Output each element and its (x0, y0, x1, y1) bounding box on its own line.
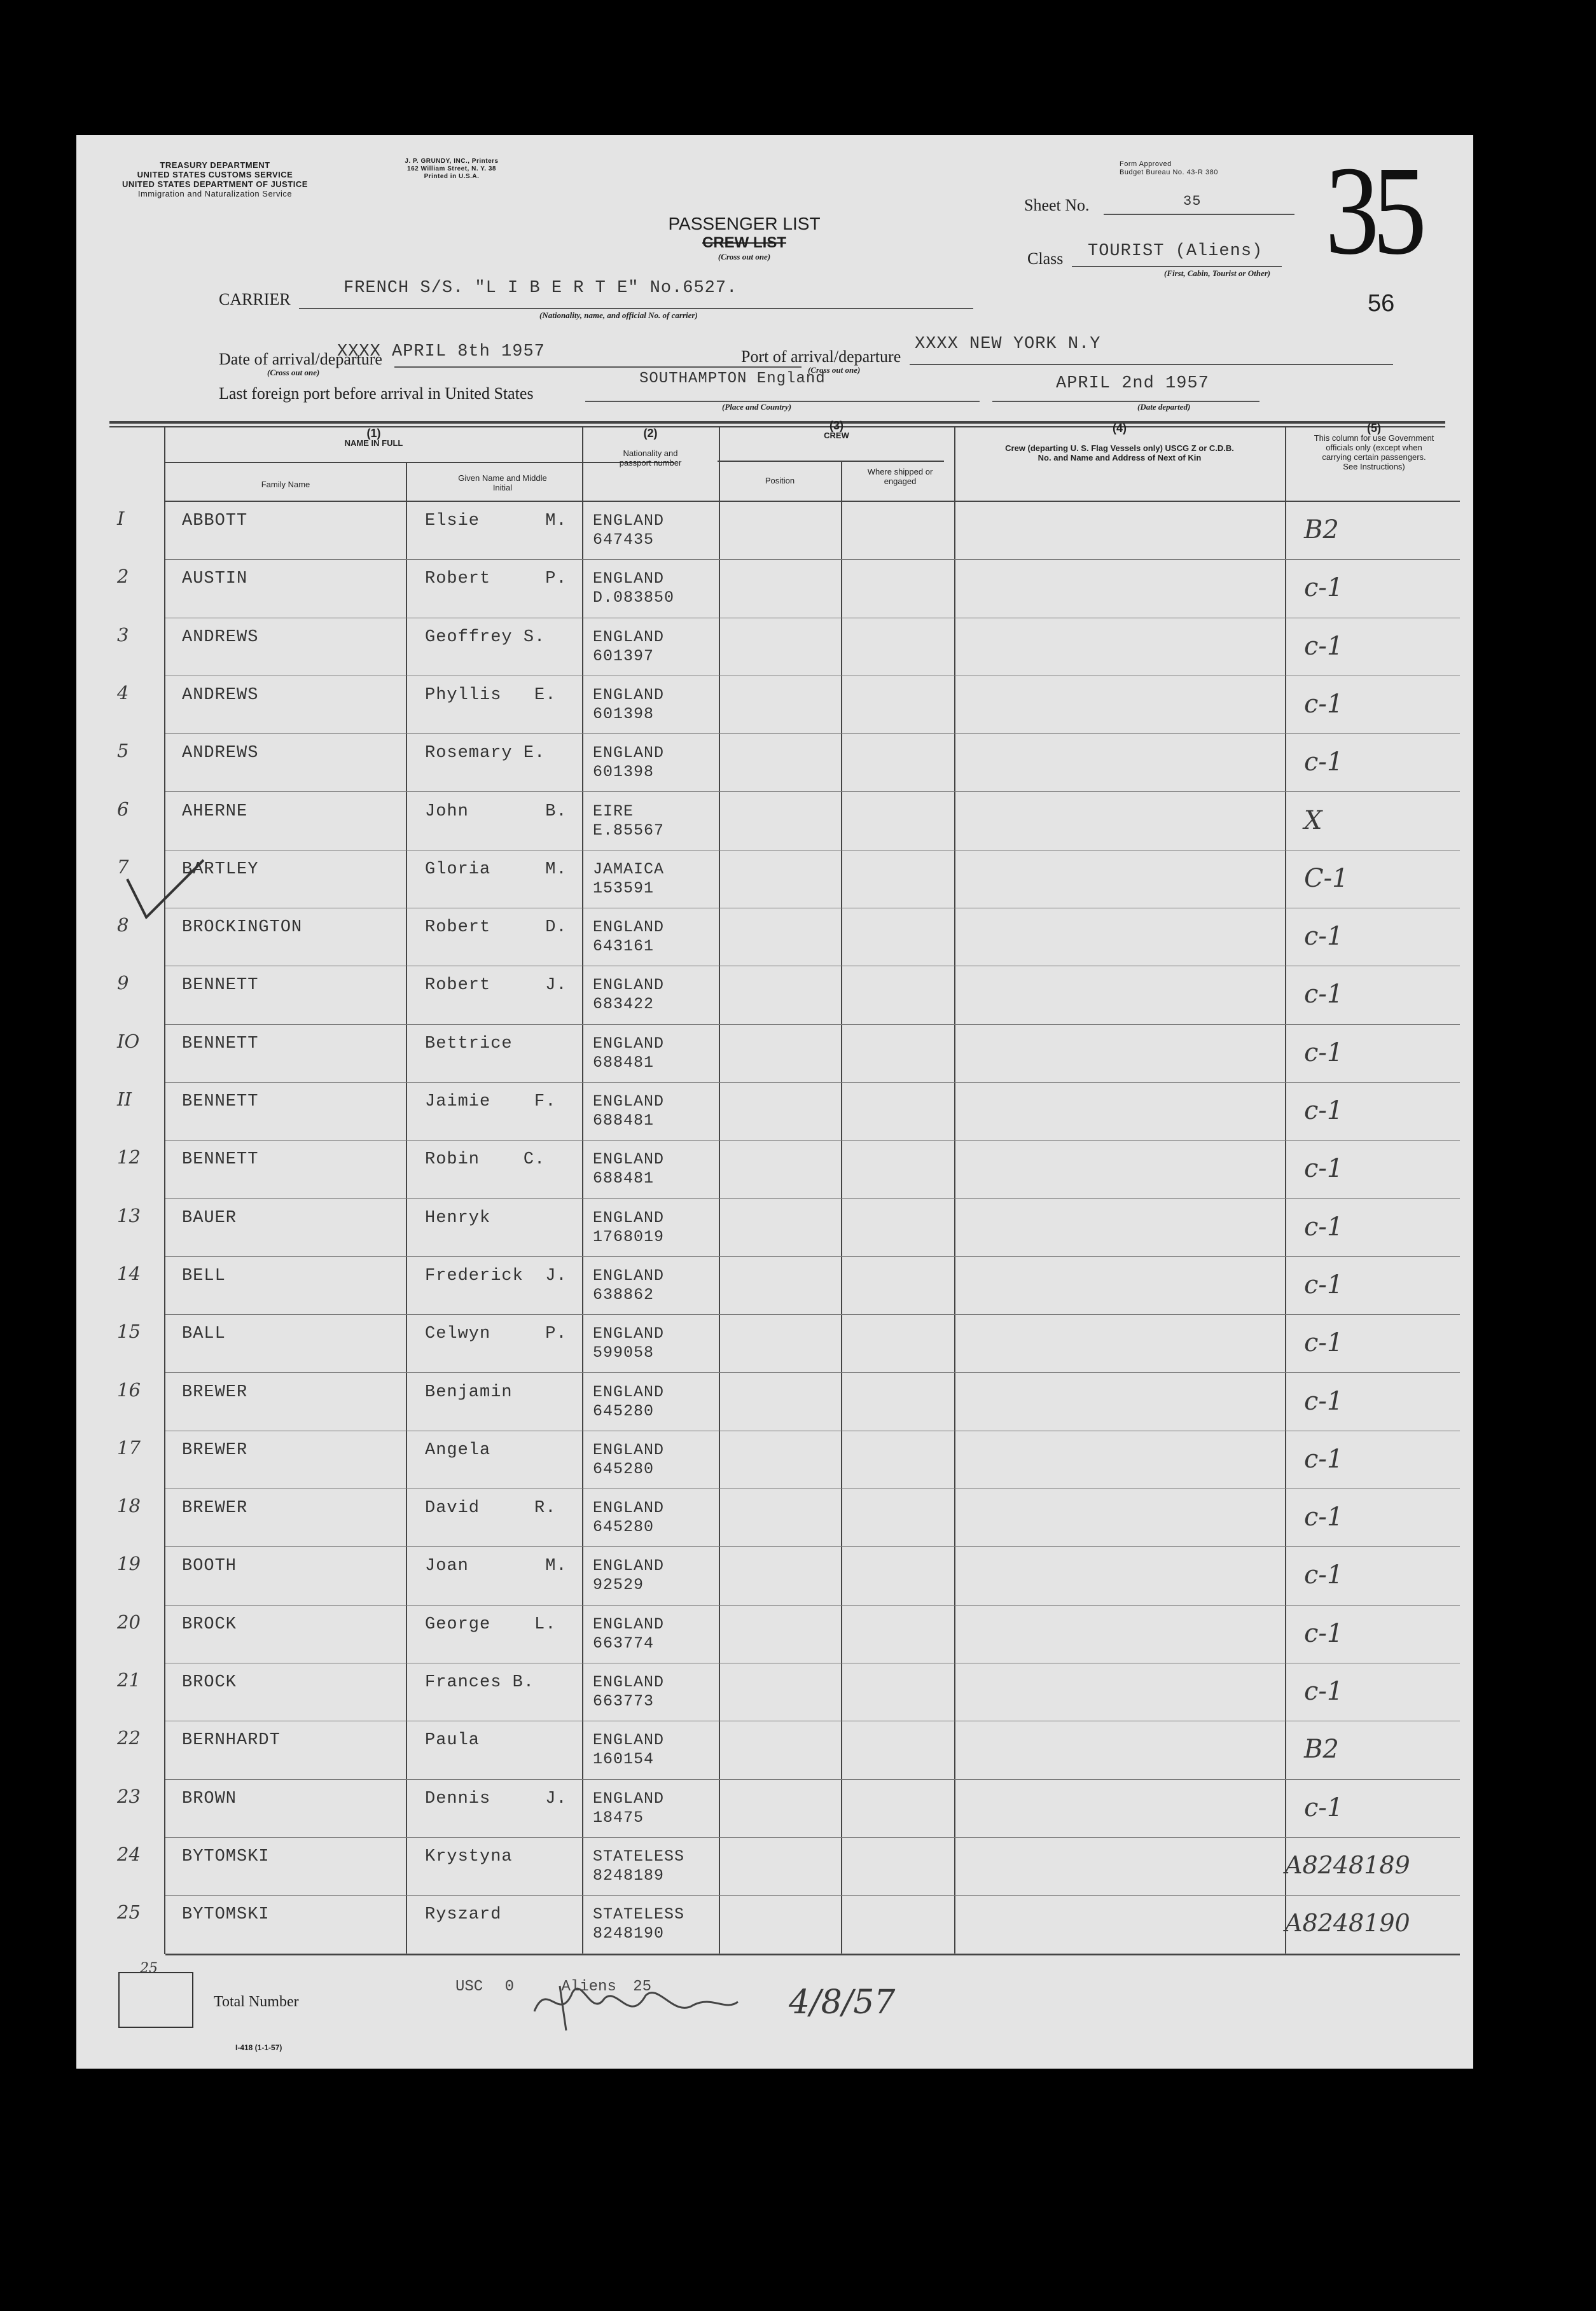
table-row (76, 1722, 1473, 1780)
family-name: ANDREWS (182, 627, 259, 647)
nationality: ENGLAND (593, 918, 665, 937)
nationality-passport (593, 511, 664, 550)
given-header: Given Name and Middle Initial (458, 473, 547, 492)
nationality-passport (593, 1324, 664, 1363)
nationality: ENGLAND (593, 627, 665, 646)
table-row (76, 1141, 1473, 1200)
passport-number: 645280 (593, 1459, 655, 1478)
nationality-passport (593, 1731, 664, 1769)
row-number: 8 (117, 914, 129, 936)
table-row (76, 735, 1473, 793)
row-number: 2 (117, 566, 129, 588)
nationality: ENGLAND (593, 1614, 665, 1634)
given-name: Jaimie F. (425, 1092, 557, 1111)
passport-number: 601398 (593, 763, 655, 782)
row-number: 9 (117, 972, 129, 994)
row-rule (165, 733, 1460, 734)
official-annotation: c-1 (1304, 1502, 1343, 1532)
nationality: ENGLAND (593, 1789, 665, 1808)
row-number: 19 (117, 1553, 141, 1575)
nationality-passport (593, 1847, 684, 1885)
agency-line: UNITED STATES DEPARTMENT OF JUSTICE (122, 179, 308, 189)
passport-number: 647435 (593, 531, 655, 549)
official-annotation: c-1 (1304, 922, 1343, 952)
given-name: Krystyna (425, 1847, 513, 1866)
col5-title: This column for use Government officials only (except when carrying certain passengers. See Instructions) (1314, 433, 1434, 471)
row-rule (165, 1372, 1460, 1373)
official-annotation: C-1 (1304, 863, 1349, 893)
family-header: Family Name (261, 480, 310, 489)
row-number: 17 (117, 1436, 141, 1459)
aliens-label: Aliens (561, 1978, 616, 1995)
nationality-passport (593, 1499, 664, 1537)
row-number: 12 (117, 1146, 141, 1169)
col3-number: (3) (829, 419, 843, 432)
nationality-passport (593, 1209, 664, 1247)
nationality-passport (593, 628, 664, 666)
nationality-passport (593, 918, 664, 956)
aliens-value: 25 (633, 1978, 652, 1995)
sheet-label: Sheet No. (1024, 196, 1090, 214)
row-number: 23 (117, 1785, 141, 1807)
family-name: BARTLEY (182, 859, 259, 879)
passport-number: 645280 (593, 1518, 655, 1537)
nationality-passport (593, 1905, 684, 1943)
total-box (118, 1972, 193, 2028)
official-annotation: c-1 (1304, 1270, 1343, 1300)
signature-date: 4/8/57 (789, 1983, 896, 2022)
passport-number: 153591 (593, 878, 655, 898)
table-row (76, 1315, 1473, 1374)
title-passenger-list: PASSENGER LIST (668, 214, 821, 233)
col5-header (1288, 424, 1460, 471)
table-row (76, 1838, 1473, 1897)
nationality-passport (593, 976, 664, 1014)
class-label: Class (1027, 249, 1064, 268)
nationality: ENGLAND (593, 1557, 665, 1576)
passport-number: D.083850 (593, 588, 675, 607)
given-name: Paula (425, 1731, 480, 1751)
passport-number: 688481 (593, 1169, 655, 1188)
nationality-passport (593, 686, 664, 724)
given-name: Robert D. (425, 918, 567, 938)
passenger-list-sheet (76, 135, 1473, 2069)
nationality-passport (593, 1441, 664, 1479)
col4-title: Crew (departing U. S. Flag Vessels only) USCG Z or C.D.B. No. and Name and Address of Next of Kin (1005, 443, 1234, 462)
row-number: 22 (117, 1727, 141, 1749)
form-code: I-418 (1-1-57) (235, 2043, 282, 2052)
nationality-passport (593, 1150, 664, 1188)
col3-header (719, 421, 954, 440)
usc-label: USC (455, 1978, 483, 1995)
given-name: David R. (425, 1499, 557, 1518)
nationality-passport (593, 744, 664, 782)
row-number: IO (117, 1030, 140, 1052)
passport-number: 18475 (593, 1808, 644, 1827)
row-number: 5 (117, 740, 129, 762)
table-row (76, 1490, 1473, 1548)
passport-number: 8248189 (593, 1866, 665, 1885)
crew-subheader-rule (718, 461, 944, 462)
form-approved-line: Budget Bureau No. 43-R 380 (1120, 169, 1218, 176)
row-number: 24 (117, 1843, 141, 1865)
official-annotation: c-1 (1304, 747, 1343, 777)
title-crew-list: CREW LIST (702, 234, 786, 251)
given-name: Geoffrey S. (425, 627, 546, 647)
table-row (76, 1606, 1473, 1665)
last-port-value: SOUTHAMPTON England (639, 370, 826, 387)
col1-number: (1) (366, 427, 381, 440)
table-row (76, 1200, 1473, 1258)
nationality-passport (593, 1673, 664, 1711)
given-name: Joan M. (425, 1557, 567, 1576)
family-name: BENNETT (182, 976, 259, 996)
table-row (76, 793, 1473, 852)
printer-line: 162 William Street, N. Y. 38 (407, 165, 496, 172)
class-note: (First, Cabin, Tourist or Other) (1164, 268, 1271, 278)
family-name: BYTOMSKI (182, 1905, 270, 1925)
official-annotation: c-1 (1304, 1444, 1343, 1474)
date-label: Date of arrival/departure (219, 350, 382, 368)
usc-value: 0 (504, 1978, 515, 1995)
nationality: ENGLAND (593, 1208, 665, 1227)
date-value: XXXX APRIL 8th 1957 (337, 342, 545, 361)
family-name: BREWER (182, 1382, 248, 1402)
page-number: 56 (1368, 290, 1395, 317)
family-name: BENNETT (182, 1034, 259, 1053)
family-name: BAUER (182, 1208, 237, 1228)
family-name: BROCK (182, 1673, 237, 1692)
nationality: ENGLAND (593, 1150, 665, 1169)
table-row (76, 967, 1473, 1025)
passport-number: 688481 (593, 1111, 655, 1130)
official-annotation: B2 (1304, 515, 1339, 545)
row-rule (165, 1546, 1460, 1547)
col3-title: CREW (824, 431, 849, 440)
date-departed-note: (Date departed) (1137, 402, 1191, 412)
nationality: ENGLAND (593, 1034, 665, 1053)
given-name: Henryk (425, 1208, 491, 1228)
table-row (76, 503, 1473, 561)
table-row (76, 560, 1473, 619)
row-number: II (117, 1088, 132, 1110)
nationality: ENGLAND (593, 1499, 665, 1518)
given-name: Gloria M. (425, 859, 567, 879)
given-name: Benjamin (425, 1382, 513, 1402)
nationality-passport (593, 1092, 664, 1130)
row-number: 14 (117, 1262, 141, 1284)
passport-number: 8248190 (593, 1924, 665, 1943)
passport-number: 601398 (593, 704, 655, 723)
position-header: Position (765, 476, 795, 485)
row-rule (165, 1953, 1460, 1954)
table-row (76, 1548, 1473, 1606)
family-name: AUSTIN (182, 569, 248, 589)
official-annotation: c-1 (1304, 689, 1343, 719)
given-name: George L. (425, 1614, 557, 1634)
nationality: ENGLAND (593, 1092, 665, 1111)
table-row (76, 619, 1473, 677)
family-name: BENNETT (182, 1092, 259, 1111)
family-name: BENNETT (182, 1150, 259, 1170)
family-name: BELL (182, 1266, 226, 1286)
row-number: 15 (117, 1321, 141, 1343)
col1-title: NAME IN FULL (344, 438, 403, 448)
official-annotation: c-1 (1304, 1328, 1343, 1358)
nationality: ENGLAND (593, 976, 665, 995)
family-name: BOOTH (182, 1557, 237, 1576)
row-number: 18 (117, 1495, 141, 1517)
col2-title: Nationality and passport number (619, 448, 682, 468)
nationality: ENGLAND (593, 685, 665, 704)
nationality: EIRE (593, 802, 634, 821)
official-annotation: c-1 (1304, 573, 1343, 603)
header-bottom-rule (165, 501, 1460, 502)
manifest-table (76, 135, 1473, 2069)
passport-number: 643161 (593, 937, 655, 956)
given-name: Frances B. (425, 1673, 535, 1692)
nationality-passport (593, 1034, 664, 1072)
class-value: TOURIST (Aliens) (1088, 242, 1263, 261)
carrier-value: FRENCH S/S. "L I B E R T E" No.6527. (343, 279, 738, 298)
family-name: ANDREWS (182, 744, 259, 763)
passport-number: 688481 (593, 1053, 655, 1072)
agency-line: UNITED STATES CUSTOMS SERVICE (137, 170, 293, 179)
passport-number: 1768019 (593, 1227, 665, 1246)
port-value: XXXX NEW YORK N.Y (915, 335, 1101, 354)
row-rule (165, 559, 1460, 560)
nationality: ENGLAND (593, 1382, 665, 1401)
row-rule (165, 1256, 1460, 1257)
family-name: BROWN (182, 1789, 237, 1808)
table-row (76, 1025, 1473, 1084)
family-name: BYTOMSKI (182, 1847, 270, 1866)
total-count: 25 (140, 1961, 158, 1976)
official-annotation: c-1 (1304, 1038, 1343, 1067)
official-annotation: c-1 (1304, 1212, 1343, 1242)
family-name: BROCK (182, 1614, 237, 1634)
agency-line: TREASURY DEPARTMENT (160, 160, 270, 170)
passport-number: 92529 (593, 1576, 644, 1595)
row-number: 3 (117, 623, 129, 646)
given-name: Ryszard (425, 1905, 502, 1925)
passport-number: 663774 (593, 1634, 655, 1653)
passport-number: E.85567 (593, 821, 665, 840)
nationality: JAMAICA (593, 859, 665, 878)
nationality-passport (593, 860, 664, 898)
check-mark (121, 854, 210, 924)
table-row (76, 851, 1473, 910)
nationality-passport (593, 1383, 664, 1421)
family-name: BERNHARDT (182, 1731, 281, 1751)
nationality-passport (593, 1789, 664, 1828)
nationality: ENGLAND (593, 511, 665, 530)
official-annotation: B2 (1304, 1735, 1339, 1765)
given-name: Phyllis E. (425, 685, 557, 705)
official-annotation: c-1 (1304, 1154, 1343, 1184)
passport-number: 683422 (593, 995, 655, 1014)
family-name: BROCKINGTON (182, 918, 303, 938)
nationality-passport (593, 1267, 664, 1305)
agency-line: Immigration and Naturalization Service (137, 189, 293, 198)
official-annotation: c-1 (1304, 980, 1343, 1010)
official-annotation: X (1304, 805, 1322, 835)
carrier-label: CARRIER (219, 290, 291, 309)
row-number: 16 (117, 1378, 141, 1401)
row-rule (165, 791, 1460, 792)
carrier-note: (Nationality, name, and official No. of carrier) (539, 310, 698, 320)
family-name: ANDREWS (182, 685, 259, 705)
given-name: Angela (425, 1440, 491, 1460)
nationality-passport (593, 802, 664, 840)
sheet-value: 35 (1183, 193, 1202, 209)
total-label: Total Number (214, 1994, 299, 2010)
official-annotation: c-1 (1304, 1618, 1343, 1648)
row-rule (165, 1779, 1460, 1780)
given-name: Bettrice (425, 1034, 513, 1053)
row-number: 13 (117, 1204, 141, 1226)
given-name: John B. (425, 802, 567, 821)
col4-header (961, 424, 1279, 462)
official-annotation: c-1 (1304, 1386, 1343, 1416)
title-note: (Cross out one) (718, 252, 771, 261)
table-row (76, 1664, 1473, 1723)
nationality-passport (593, 1615, 664, 1653)
official-annotation: c-1 (1304, 1793, 1343, 1822)
nationality: ENGLAND (593, 1440, 665, 1459)
printer-line: J. P. GRUNDY, INC., Printers (405, 158, 499, 165)
passenger-rows (76, 503, 1473, 1954)
row-number: 21 (117, 1669, 141, 1691)
table-row (76, 1374, 1473, 1433)
row-rule (165, 1140, 1460, 1141)
given-name: Elsie M. (425, 511, 567, 531)
official-annotation: c-1 (1304, 1096, 1343, 1125)
row-number: 25 (117, 1901, 141, 1924)
row-number: 4 (117, 681, 129, 704)
official-annotation: A8248190 (1285, 1909, 1410, 1938)
row-number: I (117, 508, 125, 529)
given-name: Dennis J. (425, 1789, 567, 1808)
table-row (76, 1083, 1473, 1142)
family-name: BREWER (182, 1440, 248, 1460)
col2-number: (2) (643, 427, 658, 440)
last-port-label: Last foreign port before arrival in United States (219, 384, 534, 403)
nationality: STATELESS (593, 1905, 685, 1924)
col1-header (165, 429, 582, 448)
official-annotation: A8248189 (1285, 1850, 1410, 1879)
table-row (76, 1432, 1473, 1490)
nationality: STATELESS (593, 1847, 685, 1866)
passport-number: 601397 (593, 646, 655, 665)
col2-header (585, 429, 716, 468)
passport-number: 638862 (593, 1285, 655, 1304)
passport-number: 160154 (593, 1750, 655, 1769)
row-rule (165, 1895, 1460, 1896)
family-name: ABBOTT (182, 511, 248, 531)
nationality-passport (593, 569, 674, 607)
nationality: ENGLAND (593, 569, 665, 588)
row-number: 20 (117, 1611, 141, 1633)
passport-number: 663773 (593, 1692, 655, 1711)
official-annotation: c-1 (1304, 631, 1343, 661)
nationality: ENGLAND (593, 1266, 665, 1285)
given-name: Rosemary E. (425, 744, 546, 763)
row-number: 6 (117, 798, 129, 820)
port-note: (Cross out one) (808, 365, 861, 375)
given-name: Robin C. (425, 1150, 546, 1170)
row-rule (165, 1024, 1460, 1025)
date-note: (Cross out one) (267, 368, 320, 377)
table-row (76, 1258, 1473, 1316)
nationality: ENGLAND (593, 1673, 665, 1691)
given-name: Robert P. (425, 569, 567, 589)
row-rule (165, 1198, 1460, 1199)
shipped-header: Where shipped or engaged (867, 467, 933, 486)
passport-number: 645280 (593, 1401, 655, 1420)
official-annotation: c-1 (1304, 1560, 1343, 1590)
date-departed-value: APRIL 2nd 1957 (1056, 374, 1209, 393)
nationality: ENGLAND (593, 1731, 665, 1750)
col5-number: (5) (1367, 422, 1381, 434)
row-rule (165, 1082, 1460, 1083)
table-row (76, 1780, 1473, 1839)
big-sheet-stamp: 35 (1325, 141, 1420, 281)
family-name: BREWER (182, 1499, 248, 1518)
row-number: 7 (117, 856, 129, 878)
row-rule (165, 1605, 1460, 1606)
row-rule (165, 1837, 1460, 1838)
given-name: Frederick J. (425, 1266, 567, 1286)
family-name: BALL (182, 1324, 226, 1344)
given-name: Robert J. (425, 976, 567, 996)
table-row (76, 1896, 1473, 1955)
nationality: ENGLAND (593, 1324, 665, 1343)
nationality-passport (593, 1557, 664, 1595)
table-row (76, 677, 1473, 735)
printer-line: Printed in U.S.A. (424, 173, 480, 180)
table-row (76, 909, 1473, 968)
given-name: Celwyn P. (425, 1324, 567, 1344)
last-port-note: (Place and Country) (722, 402, 792, 412)
passport-number: 599058 (593, 1343, 655, 1363)
row-rule (165, 1314, 1460, 1315)
form-approved-line: Form Approved (1120, 160, 1172, 168)
family-name: AHERNE (182, 802, 248, 821)
nationality: ENGLAND (593, 744, 665, 763)
col4-number: (4) (1113, 422, 1127, 434)
port-label: Port of arrival/departure (741, 347, 901, 366)
official-annotation: c-1 (1304, 1677, 1343, 1706)
